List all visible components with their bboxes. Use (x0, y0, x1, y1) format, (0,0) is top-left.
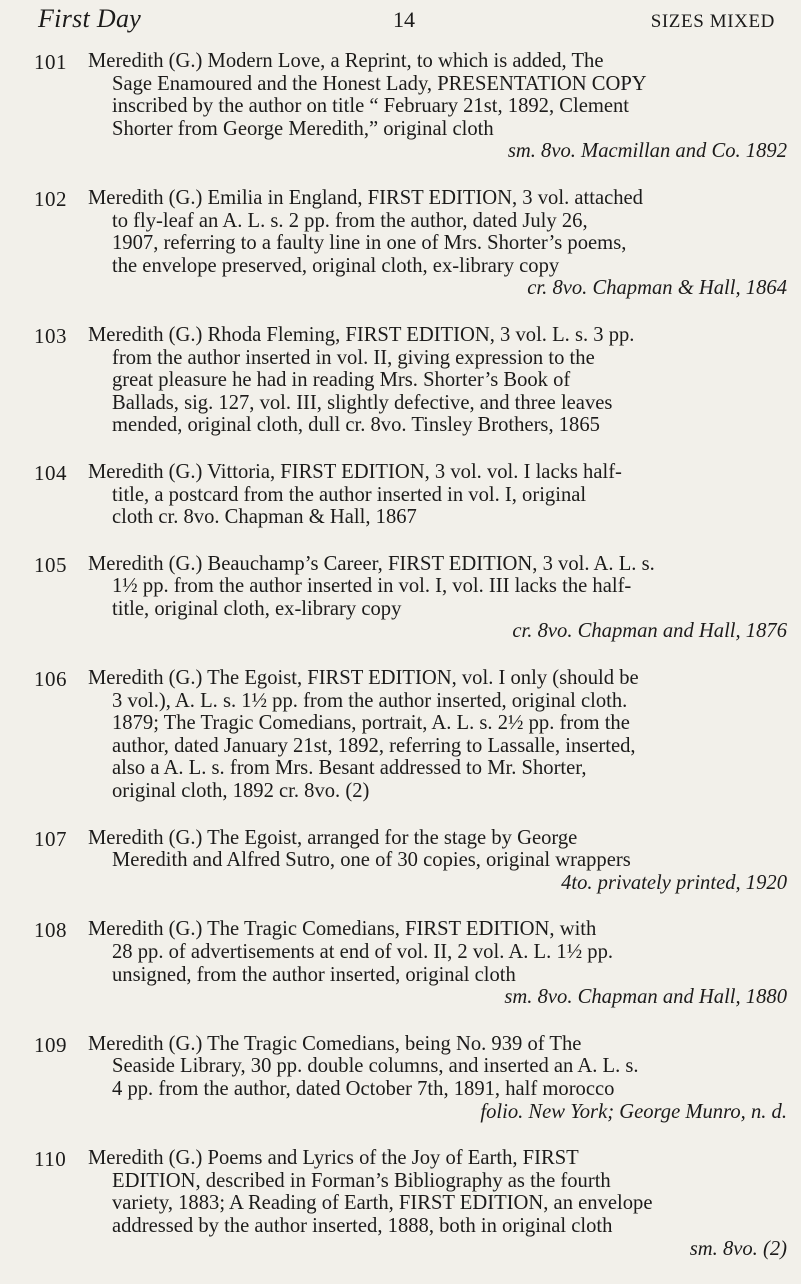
description-line: Meredith (G.) The Tragic Comedians, FIRST EDITION, with (88, 918, 597, 941)
imprint-line: sm. 8vo. (2) (689, 1237, 787, 1260)
lot-entry (0, 50, 801, 163)
description-line: original cloth, 1892 cr. 8vo. (2) (112, 780, 370, 803)
lot-number: 108 (34, 918, 67, 943)
lot-entry (0, 667, 801, 803)
description-line: Meredith (G.) The Tragic Comedians, being No. 939 of The (88, 1032, 582, 1055)
lot-number: 109 (34, 1032, 67, 1057)
description-line: Ballads, sig. 127, vol. III, slightly defective, and three leaves (112, 391, 613, 414)
lot-list (0, 50, 801, 1284)
description-line: title, original cloth, ex-library copy (112, 597, 402, 620)
description-line: Shorter from George Meredith,” original cloth (112, 117, 494, 140)
description-line: Meredith (G.) Vittoria, FIRST EDITION, 3 vol. vol. I lacks half- (88, 460, 622, 483)
lot-number: 101 (34, 50, 67, 74)
lot-number: 110 (34, 1147, 67, 1172)
lot-entry (0, 553, 801, 643)
running-title: First Day (38, 4, 142, 33)
lot-description (88, 827, 787, 895)
description-line: 3 vol.), A. L. s. 1½ pp. from the author inserted, original cloth. (112, 689, 628, 712)
description-line: mended, original cloth, dull cr. 8vo. Tinsley Brothers, 1865 (112, 414, 600, 437)
description-line: from the author inserted in vol. II, giving expression to the (112, 346, 595, 369)
lot-description (88, 187, 787, 300)
description-line: Meredith (G.) Beauchamp’s Career, FIRST EDITION, 3 vol. A. L. s. (88, 552, 655, 575)
page-header (38, 4, 775, 38)
description-line: Sage Enamoured and the Honest Lady, PRESENTATION COPY (112, 72, 647, 95)
lot-description (88, 1033, 787, 1123)
description-line: 28 pp. of advertisements at end of vol. II, 2 vol. A. L. 1½ pp. (112, 941, 614, 963)
lot-number: 103 (34, 323, 67, 348)
description-line: title, a postcard from the author inserted in vol. I, original (112, 483, 587, 506)
imprint-line: sm. 8vo. Macmillan and Co. 1892 (507, 140, 787, 163)
description-line: 1879; The Tragic Comedians, portrait, A. L. s. 2½ pp. from the (112, 712, 630, 735)
lot-description (88, 324, 787, 437)
description-line: addressed by the author inserted, 1888, both in original cloth (112, 1214, 613, 1237)
page-number: 14 (393, 7, 415, 32)
imprint-line: cr. 8vo. Chapman & Hall, 1864 (527, 277, 787, 300)
lot-entry (0, 918, 801, 1008)
description-line: Meredith (G.) The Egoist, FIRST EDITION, vol. I only (should be (88, 667, 639, 690)
section-heading: SIZES MIXED (650, 11, 775, 32)
description-line: author, dated January 21st, 1892, referring to Lassalle, inserted, (112, 734, 636, 757)
lot-entry (0, 1033, 801, 1123)
description-line: cloth cr. 8vo. Chapman & Hall, 1867 (112, 506, 417, 529)
lot-description (88, 1147, 787, 1260)
description-line: to fly-leaf an A. L. s. 2 pp. from the author, dated July 26, (112, 209, 588, 232)
description-line: 1907, referring to a faulty line in one of Mrs. Shorter’s poems, (112, 232, 627, 255)
imprint-line: folio. New York; George Munro, n. d. (480, 1100, 787, 1123)
lot-entry (0, 1147, 801, 1260)
imprint-line: cr. 8vo. Chapman and Hall, 1876 (512, 620, 787, 643)
description-line: Meredith (G.) Emilia in England, FIRST EDITION, 3 vol. attached (88, 186, 643, 209)
lot-number: 105 (34, 552, 67, 577)
lot-description (88, 667, 787, 803)
lot-number: 102 (34, 186, 67, 211)
lot-description (88, 50, 787, 163)
imprint-line: 4to. privately printed, 1920 (561, 871, 787, 894)
description-line: Meredith and Alfred Sutro, one of 30 copies, original wrappers (112, 849, 631, 872)
lot-entry (0, 324, 801, 437)
imprint-line: sm. 8vo. Chapman and Hall, 1880 (504, 986, 787, 1009)
lot-entry (0, 461, 801, 529)
description-line: 4 pp. from the author, dated October 7th, 1891, half morocco (112, 1077, 615, 1100)
lot-description (88, 461, 787, 529)
lot-description (88, 553, 787, 643)
description-line: Meredith (G.) Modern Love, a Reprint, to which is added, The (88, 50, 604, 72)
description-line: Seaside Library, 30 pp. double columns, and inserted an A. L. s. (112, 1055, 639, 1078)
description-line: inscribed by the author on title “ February 21st, 1892, Clement (112, 95, 630, 118)
description-line: also a A. L. s. from Mrs. Besant addressed to Mr. Shorter, (112, 757, 587, 780)
description-line: Meredith (G.) Rhoda Fleming, FIRST EDITION, 3 vol. L. s. 3 pp. (88, 323, 635, 346)
description-line: great pleasure he had in reading Mrs. Shorter’s Book of (112, 369, 571, 392)
description-line: unsigned, from the author inserted, original cloth (112, 963, 516, 986)
lot-number: 107 (34, 826, 67, 851)
description-line: Meredith (G.) Poems and Lyrics of the Joy of Earth, FIRST (88, 1147, 579, 1170)
lot-number: 104 (34, 460, 67, 485)
lot-entry (0, 187, 801, 300)
lot-number: 106 (34, 667, 67, 692)
description-line: Meredith (G.) The Egoist, arranged for the stage by George (88, 826, 578, 849)
description-line: variety, 1883; A Reading of Earth, FIRST EDITION, an envelope (112, 1192, 653, 1215)
description-line: the envelope preserved, original cloth, ex-library copy (112, 254, 560, 277)
lot-description (88, 918, 787, 1008)
description-line: 1½ pp. from the author inserted in vol. I, vol. III lacks the half- (112, 575, 632, 598)
description-line: EDITION, described in Forman’s Bibliography as the fourth (112, 1169, 611, 1192)
lot-entry (0, 827, 801, 895)
